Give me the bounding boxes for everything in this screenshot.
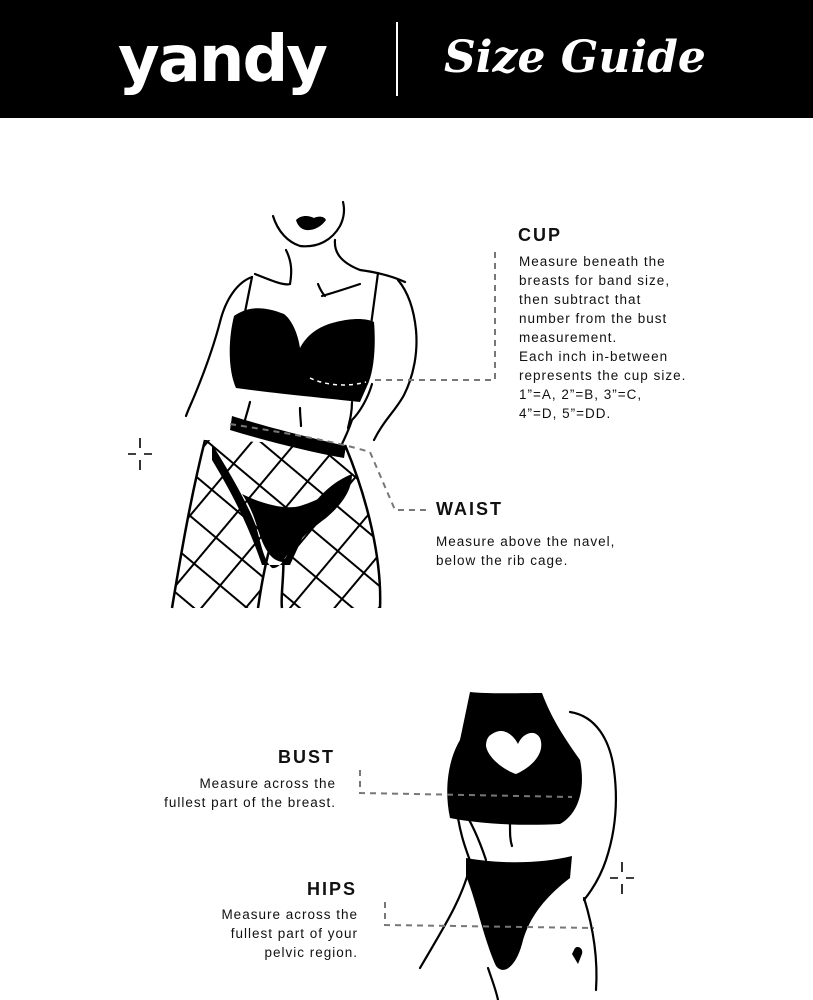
bust-description: Measure across the fullest part of the breast. xyxy=(164,776,336,810)
hips-description: Measure across the fullest part of your pelvic region. xyxy=(221,907,358,960)
page-title: Size Guide xyxy=(444,32,706,83)
bust-label: BUST xyxy=(278,747,335,767)
cup-label: CUP xyxy=(518,225,563,245)
brand-logo[interactable]: yandy xyxy=(118,23,326,97)
crosshair-icon xyxy=(610,862,634,894)
briefs-shape xyxy=(466,856,572,970)
waist-description: Measure above the navel, below the rib cage. xyxy=(436,534,616,568)
heart-tattoo xyxy=(572,947,582,964)
hips-label: HIPS xyxy=(306,879,357,899)
bra-shape xyxy=(230,308,375,402)
waist-label: WAIST xyxy=(436,499,503,519)
crosshair-icon xyxy=(128,438,152,470)
figure-one xyxy=(186,202,417,448)
cup-guide-line xyxy=(370,252,495,380)
lips-shape xyxy=(296,216,326,230)
cup-description: Measure beneath the breasts for band size, then subtract that number from the bust measurement. Each inch in-between represents the cup size. 1”=A, 2”=B, 3”=C, 4”=D, 5”=DD. xyxy=(519,254,687,421)
